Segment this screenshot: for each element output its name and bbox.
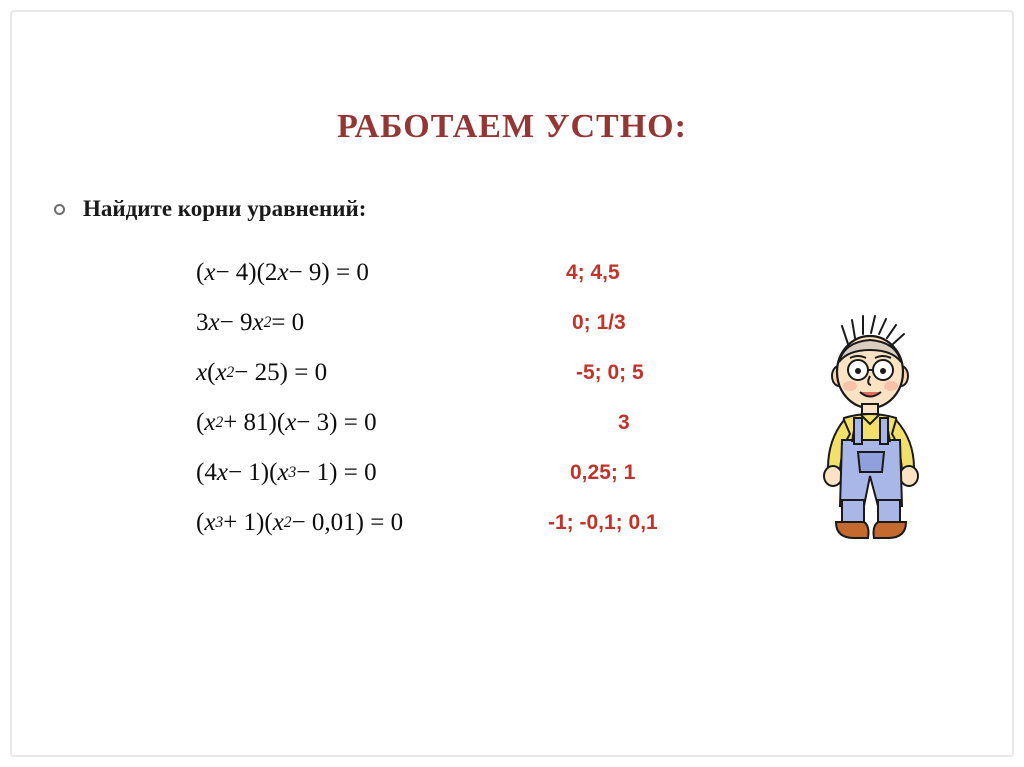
answer-value: 0; 1/3 bbox=[572, 311, 626, 334]
equation-row: (4 x − 1)( x 3 − 1) = 0 bbox=[196, 459, 377, 486]
answer-value: 3 bbox=[618, 411, 630, 434]
answer-value: 4; 4,5 bbox=[566, 261, 620, 284]
instruction-row bbox=[54, 196, 366, 222]
answer-value: 0,25; 1 bbox=[570, 461, 636, 484]
instruction-text: Найдите корни уравнений: bbox=[83, 196, 367, 221]
equation-row: x ( x 2 − 25) = 0 bbox=[196, 359, 328, 386]
equation-list bbox=[196, 248, 556, 548]
equation-row: ( x 2 + 81)( x − 3) = 0 bbox=[196, 409, 377, 436]
equation-row: ( x 3 + 1)( x 2 − 0,01) = 0 bbox=[196, 509, 404, 536]
bullet-circle-icon bbox=[54, 204, 65, 215]
equation-row: ( x − 4)(2 x − 9) = 0 bbox=[196, 259, 369, 286]
page-title: РАБОТАЕМ УСТНО: bbox=[337, 108, 687, 145]
answer-value: -1; -0,1; 0,1 bbox=[548, 511, 658, 534]
cartoon-boy-image bbox=[800, 300, 950, 565]
equation-row: 3 x − 9 x 2 = 0 bbox=[196, 309, 305, 336]
answer-list bbox=[548, 248, 778, 548]
answer-value: -5; 0; 5 bbox=[576, 361, 644, 384]
